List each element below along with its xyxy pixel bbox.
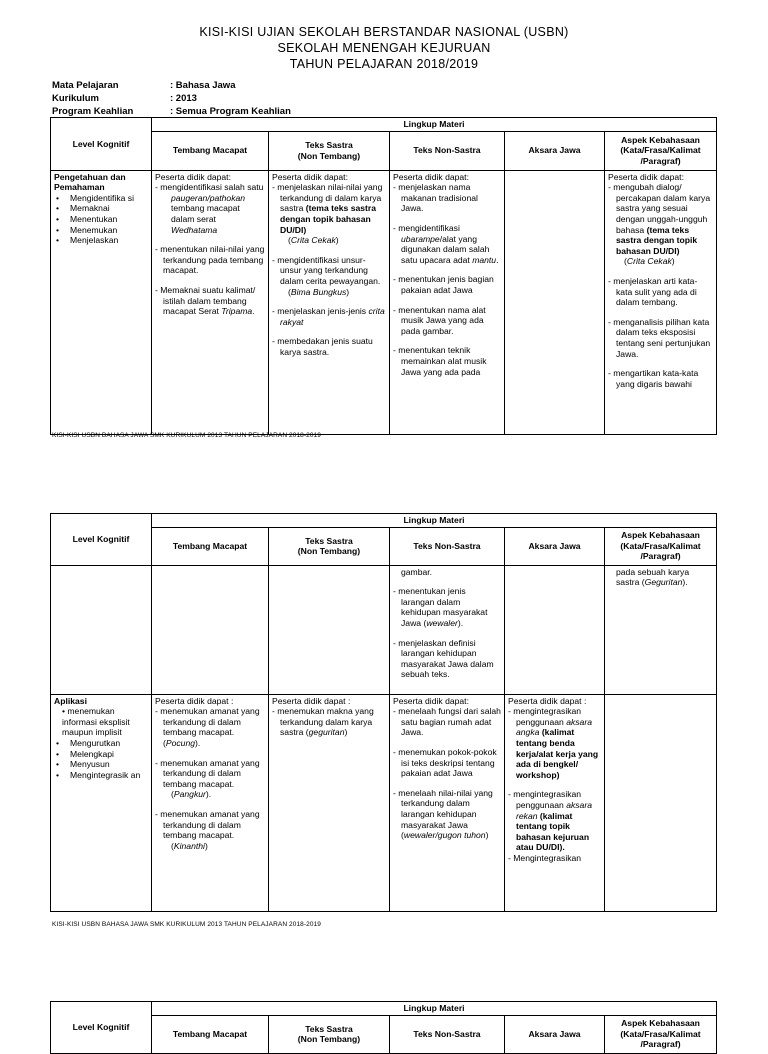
header-line-2: SEKOLAH MENENGAH KEJURUAN xyxy=(277,41,491,55)
level-item: • Mengintegrasik an xyxy=(56,769,141,780)
header-teks-sastra xyxy=(269,527,390,565)
indicator-item: - menelaah nilai-nilai yang terkandung dalam larangan kehidupan masyarakat Jawa (wewaler/gugon tuhon) xyxy=(393,787,493,841)
indicator-item: - menentukan jenis larangan dalam kehidupan masyarakat Jawa (wewaler). xyxy=(393,586,488,628)
bullet-icon: • xyxy=(56,192,60,203)
indicator-item: - menganalisis pilihan kata dalam teks eksposisi tentang seni pertunjukan Jawa. xyxy=(608,316,711,359)
document-meta xyxy=(52,79,291,118)
level-item: • Menjelaskan xyxy=(56,235,119,246)
continued-text: gambar. xyxy=(401,566,433,577)
indicator-item: - menentukan jenis bagian pakaian adat Jawa xyxy=(393,274,494,295)
level-intro: • menemukan informasi eksplisit maupun implisit xyxy=(62,706,130,738)
header-text: (Non Tembang) xyxy=(297,150,361,161)
level-item: • Menentukan xyxy=(56,213,118,224)
header-tembang-macapat: Tembang Macapat xyxy=(152,131,269,170)
indicator-item: - menelaah fungsi dari salah satu bagian rumah adat Jawa. xyxy=(393,706,501,738)
level-item: • Melengkapi xyxy=(56,748,114,759)
teks-sastra-cell xyxy=(269,170,390,434)
header-teks-non-sastra: Teks Non-Sastra xyxy=(390,131,505,170)
indicator-item: - mengubah dialog/ percakapan dalam karya sastra yang sesuai dengan unggah-ungguh bahasa (tema teks sastra dengan topik bahasan DU/DI) (Crita Cekak) xyxy=(608,182,711,267)
meta-value: : Semua Program Keahlian xyxy=(170,106,291,117)
intro-text: Peserta didik dapat: xyxy=(272,171,348,182)
indicator-item: - menemukan pokok-pokok isi teks deskripsi tentang pakaian adat Jawa xyxy=(393,746,497,779)
level-cell xyxy=(51,565,152,694)
intro-text: Peserta didik dapat: xyxy=(393,695,469,706)
kisi-table-page-3 xyxy=(50,1001,717,1054)
meta-label: Mata Pelajaran xyxy=(52,80,119,91)
level-item: • Menemukan xyxy=(56,224,118,235)
level-item: • Mengidentifika si xyxy=(56,192,135,203)
indicator-item: - Mengintegrasikan xyxy=(508,852,582,863)
header-level-kognitif: Level Kognitif xyxy=(51,1002,152,1054)
level-title: Pemahaman xyxy=(54,182,105,193)
continued-text: pada sebuah karya sastra (Geguritan). xyxy=(616,566,690,588)
aspek-kebahasaan-cell xyxy=(605,565,717,694)
header-lingkup-materi: Lingkup Materi xyxy=(152,1002,717,1016)
indicator-item: - membedakan jenis suatu karya sastra. xyxy=(272,336,373,357)
indicator-item: - menemukan makna yang terkandung dalam karya sastra (geguritan) xyxy=(272,706,374,738)
intro-text: Peserta didik dapat: xyxy=(155,171,231,182)
level-title: Aplikasi xyxy=(54,695,87,706)
header-text: (Non Tembang) xyxy=(297,546,361,557)
header-text: Teks Sastra xyxy=(305,1023,353,1034)
indicator-item: - menentukan teknik memainkan alat musik Jawa yang ada pada xyxy=(393,345,487,377)
header-text: (Kata/Frasa/Kalimat xyxy=(620,145,701,156)
header-text: (Kata/Frasa/Kalimat xyxy=(620,540,701,551)
intro-text: Peserta didik dapat : xyxy=(272,695,351,706)
bullet-icon: • xyxy=(56,759,60,770)
header-aspek-kebahasaan xyxy=(605,131,717,170)
header-aspek-kebahasaan xyxy=(605,527,717,565)
header-aspek-kebahasaan xyxy=(605,1015,717,1053)
indicator-item: - menentukan nilai-nilai yang terkandung pada tembang macapat. xyxy=(155,244,265,276)
tembang-macapat-cell xyxy=(152,565,269,694)
header-text: /Paragraf) xyxy=(640,1039,681,1050)
header-text: Teks Sastra xyxy=(305,140,353,150)
header-teks-non-sastra: Teks Non-Sastra xyxy=(390,1015,505,1053)
level-title: Pengetahuan dan xyxy=(54,171,126,182)
teks-sastra-cell xyxy=(269,694,390,911)
level-cell xyxy=(51,170,152,434)
meta-value: : 2013 xyxy=(170,93,197,104)
header-aksara-jawa: Aksara Jawa xyxy=(505,131,605,170)
teks-non-sastra-cell xyxy=(390,170,505,434)
indicator-item: - menemukan amanat yang terkandung di dalam tembang macapat. (Pocung). xyxy=(155,706,260,748)
header-text: Teks Sastra xyxy=(305,535,353,546)
header-aksara-jawa: Aksara Jawa xyxy=(505,1015,605,1053)
header-tembang-macapat: Tembang Macapat xyxy=(152,527,269,565)
aspek-kebahasaan-cell xyxy=(605,694,717,911)
header-text: Aspek Kebahasaan xyxy=(621,1018,700,1029)
indicator-item: - Memaknai suatu kalimat/ istilah dalam tembang macapat Serat Tripama. xyxy=(155,284,256,317)
page-footer: KISI-KISI USBN BAHASA JAWA SMK KURIKULUM 2013 TAHUN PELAJARAN 2018-2019 xyxy=(52,921,322,928)
meta-row xyxy=(52,79,291,92)
level-item: • Mengurutkan xyxy=(56,737,121,748)
header-line-1: KISI-KISI UJIAN SEKOLAH BERSTANDAR NASIONAL (USBN) xyxy=(199,25,569,39)
tembang-macapat-cell xyxy=(152,170,269,434)
kisi-table-page-2 xyxy=(50,513,717,912)
indicator-item: - menjelaskan nilai-nilai yang terkandung di dalam karya sastra (tema teks sastra dengan topik bahasan DU/DI) (Crita Cekak) xyxy=(272,182,383,246)
kisi-table-page-1 xyxy=(50,117,717,435)
tembang-macapat-cell xyxy=(152,694,269,911)
indicator-item: - menjelaskan jenis-jenis crita rakyat xyxy=(272,306,385,327)
aksara-jawa-cell xyxy=(505,694,605,911)
teks-sastra-cell xyxy=(269,565,390,694)
indicator-item: - menjelaskan arti kata-kata sulit yang ada di dalam tembang. xyxy=(608,275,698,308)
indicator-item: - mengintegrasikan penggunaan aksara angka (kalimat tentang benda kerja/alat kerja yang ada di bengkel/ workshop) xyxy=(508,706,599,780)
meta-label: Kurikulum xyxy=(52,93,99,104)
header-text: Aspek Kebahasaan xyxy=(621,530,700,541)
header-text: (Kata/Frasa/Kalimat xyxy=(620,1028,701,1039)
bullet-icon: • xyxy=(56,235,60,246)
bullet-icon: • xyxy=(56,213,60,224)
header-text: /Paragraf) xyxy=(640,551,681,562)
header-lingkup-materi: Lingkup Materi xyxy=(152,118,717,132)
level-item: • Menyusun xyxy=(56,759,110,770)
level-item: • Memaknai xyxy=(56,203,110,214)
document-header xyxy=(0,24,768,72)
aksara-jawa-cell xyxy=(505,565,605,694)
header-teks-sastra xyxy=(269,131,390,170)
intro-text: Peserta didik dapat : xyxy=(155,695,234,706)
indicator-item: - menemukan amanat yang terkandung di dalam tembang macapat. (Pangkur). xyxy=(155,757,260,800)
intro-text: Peserta didik dapat : xyxy=(508,695,587,706)
indicator-item: - menjelaskan definisi larangan kehidupan masyarakat Jawa dalam sebuah teks. xyxy=(393,637,494,680)
intro-text: Peserta didik dapat: xyxy=(393,171,469,182)
indicator-item: - mengidentifikasi salah satu paugeran/pathokan tembang macapat dalam serat Wedhatama xyxy=(155,182,264,235)
indicator-item: - mengidentifikasi unsur-unsur yang terkandung dalam cerita pewayangan. (Bima Bungkus) xyxy=(272,254,381,297)
header-teks-non-sastra: Teks Non-Sastra xyxy=(390,527,505,565)
header-level-kognitif: Level Kognitif xyxy=(51,118,152,171)
header-lingkup-materi: Lingkup Materi xyxy=(152,514,717,528)
level-cell xyxy=(51,694,152,911)
header-text: /Paragraf) xyxy=(640,155,681,166)
meta-label: Program Keahlian xyxy=(52,106,134,117)
header-teks-sastra xyxy=(269,1015,390,1053)
indicator-item: - menjelaskan nama makanan tradisional Jawa. xyxy=(393,182,478,214)
teks-non-sastra-cell xyxy=(390,694,505,911)
bullet-icon: • xyxy=(56,737,60,748)
header-level-kognitif: Level Kognitif xyxy=(51,514,152,566)
bullet-icon: • xyxy=(56,748,60,759)
indicator-item: - mengintegrasikan penggunaan aksara rekan (kalimat tentang topik bahasan kejuruan atau DU/DI). xyxy=(508,789,592,853)
header-text: Aspek Kebahasaan xyxy=(621,134,700,145)
indicator-item: - mengidentifikasi ubarampe/alat yang digunakan dalam salah satu upacara adat mantu. xyxy=(393,222,499,265)
indicator-item: - mengartikan kata-kata yang digaris bawahi xyxy=(608,368,699,389)
header-aksara-jawa: Aksara Jawa xyxy=(505,527,605,565)
indicator-item: - menentukan nama alat musik Jawa yang ada pada gambar. xyxy=(393,304,486,336)
meta-row xyxy=(52,92,291,105)
bullet-icon: • xyxy=(56,224,60,235)
meta-value: : Bahasa Jawa xyxy=(170,80,236,91)
teks-non-sastra-cell xyxy=(390,565,505,694)
bullet-icon: • xyxy=(56,769,60,780)
header-line-3: TAHUN PELAJARAN 2018/2019 xyxy=(289,57,479,71)
aspek-kebahasaan-cell xyxy=(605,170,717,434)
header-tembang-macapat: Tembang Macapat xyxy=(152,1015,269,1053)
indicator-item: - menemukan amanat yang terkandung di dalam tembang macapat. (Kinanthi) xyxy=(155,808,260,851)
page-footer: KISI-KISI USBN BAHASA JAWA SMK KURIKULUM 2013 TAHUN PELAJARAN 2018-2019 xyxy=(52,432,322,439)
intro-text: Peserta didik dapat: xyxy=(608,171,684,182)
bullet-icon: • xyxy=(56,203,60,214)
header-text: (Non Tembang) xyxy=(297,1034,361,1045)
aksara-jawa-cell xyxy=(505,170,605,434)
